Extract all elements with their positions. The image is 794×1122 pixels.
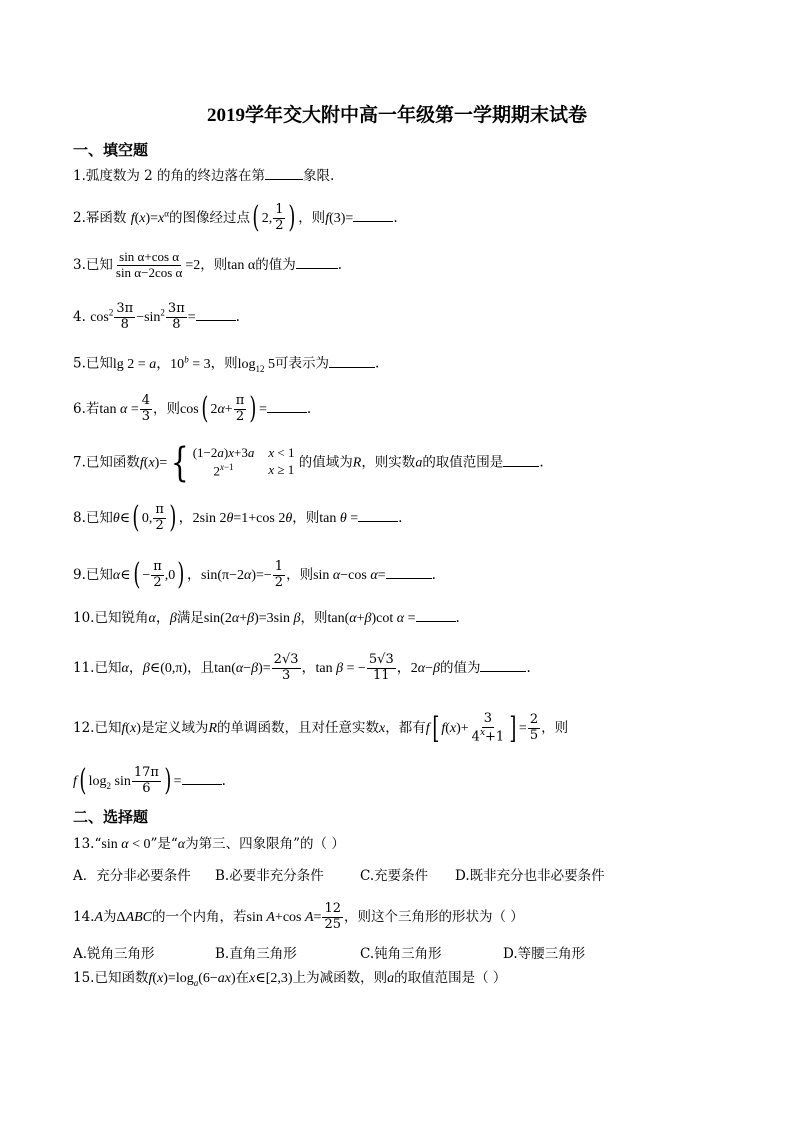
question-1: 1.弧度数为 2 的角的终边落在第 象限.	[73, 168, 335, 184]
answer-blank	[329, 366, 375, 368]
answer-blank	[353, 220, 393, 222]
answer-blank	[358, 520, 398, 522]
answer-blank	[416, 620, 456, 622]
answer-blank	[386, 577, 432, 579]
answer-blank	[503, 465, 539, 467]
question-9: 9.已知α∈( − $\frac{\pi}{2}$ ,0) ，sin(π−2α)=− $\frac{1}{2}$ ，则sin α−cos α= .	[73, 557, 436, 593]
answer-blank	[267, 411, 307, 413]
section-choice: 二、选择题	[73, 808, 149, 826]
option-a[interactable]: A．充分非必要条件	[73, 868, 191, 884]
option-b[interactable]: B.必要非充分条件	[215, 868, 324, 884]
question-10: 10.已知锐角α，β满足sin(2α+β)=3sin β，则tan(α+β)cot α = .	[73, 610, 460, 626]
answer-blank	[265, 178, 303, 180]
question-2: 2.幂函数 $f(x)=x^\alpha$的图像经过点( 2, $\frac{1}{2}$ ) ，则f(3)= .	[73, 200, 398, 236]
question-12-cont: f( $\log_2 \sin$ $\frac{17\pi}{6}$ ) = .	[73, 763, 226, 799]
option-c[interactable]: C.钝角三角形	[360, 946, 442, 962]
answer-blank	[196, 319, 236, 321]
option-c[interactable]: C.充要条件	[360, 868, 429, 884]
answer-blank	[296, 267, 338, 269]
option-d[interactable]: D.既非充分也非必要条件	[455, 868, 605, 884]
section-fill-in: 一、填空题	[73, 141, 149, 159]
question-7: 7.已知函数f(x)={ (1−2a)x+3a x < 1 $2^{x-1}$ x ≥ 1 的值域为R，则实数a的取值范围是 .	[73, 440, 544, 486]
answer-blank	[480, 670, 526, 672]
question-3: 3.已知 $\frac{\text{sin α+cos α}}{\text{sin α−2cos α}}$ =2，则tan α的值为 .	[73, 249, 343, 280]
question-15: 15.已知函数$f(x)=\log_a(6-ax)$在x∈[2,3)上为减函数，则a的取值范围是（ ）	[73, 970, 507, 988]
page-title: 2019学年交大附中高一年级第一学期期末试卷	[206, 105, 587, 126]
answer-blank	[182, 783, 222, 785]
option-d[interactable]: D.等腰三角形	[503, 946, 586, 962]
question-4: 4. $\cos^2$ $\frac{3\pi}{8}$ $-\sin^2$ $\frac{3\pi}{8}$ = .	[73, 301, 240, 332]
question-13: 13.“sin α < 0”是“α为第三、四象限角”的（ ）	[73, 836, 345, 852]
question-12: 12.已知f(x)是定义域为R的单调函数，且对任意实数x，都有f[ f(x)+ $\frac{3}{4^x+1}$ ] = $\frac{2}{5}$ ，则	[73, 710, 569, 746]
question-14: 14.A为ΔABC的一个内角，若sin A+cos A= $\frac{12}{25}$ ，则这个三角形的形状为（ ）	[73, 901, 524, 932]
question-11: 11.已知α，β∈(0,π)，且tan(α−β)= $\frac{2√3}{3}$ ，tan β = − $\frac{5√3}{11}$ ，2α−β的值为 .	[73, 652, 531, 683]
question-5: 5.已知lg 2 = a，$10^b = 3$，则$\log_{12} 5$可表示为 .	[73, 354, 380, 374]
question-8: 8.已知θ∈( 0, $\frac{\pi}{2}$ ) ，2sin 2θ=1+cos 2θ，则tan θ = .	[73, 500, 403, 536]
option-b[interactable]: B.直角三角形	[215, 946, 297, 962]
option-a[interactable]: A.锐角三角形	[73, 946, 155, 962]
question-6: 6.若tan α = $\frac{4}{3}$ ，则cos( 2α+ $\frac{\pi}{2}$ ) = .	[73, 391, 312, 427]
